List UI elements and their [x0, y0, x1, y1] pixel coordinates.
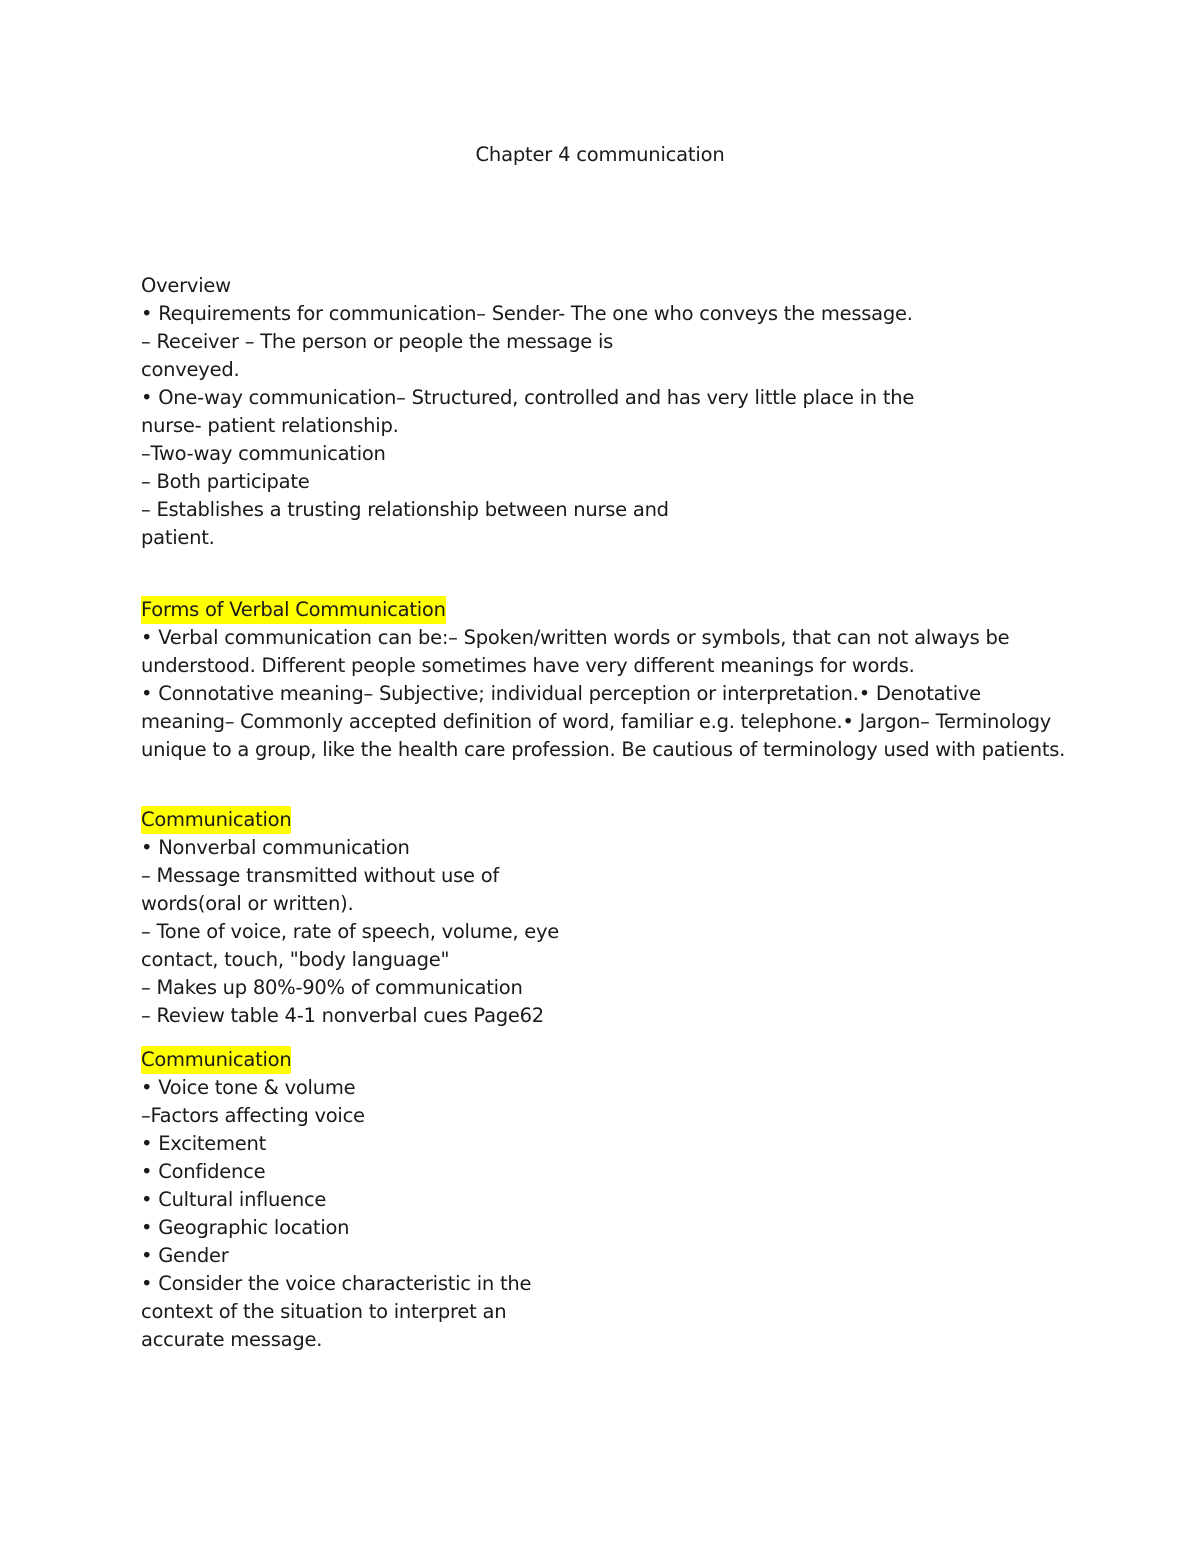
body-line: • Geographic location [141, 1216, 350, 1239]
body-line: –Two-way communication [141, 442, 386, 465]
body-line: –Factors affecting voice [141, 1104, 365, 1127]
body-line: – Tone of voice, rate of speech, volume, eye [141, 920, 560, 943]
body-line: – Establishes a trusting relationship between nurse and [141, 498, 669, 521]
section-heading [141, 806, 1081, 834]
body-line: • Verbal communication can be:– Spoken/written words or symbols, that can not always be [141, 626, 1010, 649]
body-line: • Voice tone & volume [141, 1076, 356, 1099]
body-line: unique to a group, like the health care profession. Be cautious of terminology used with patients. [141, 738, 1066, 761]
body-line: nurse- patient relationship. [141, 414, 399, 437]
body-line: context of the situation to interpret an [141, 1300, 507, 1323]
section-overview [141, 272, 1081, 552]
body-line: words(oral or written). [141, 892, 354, 915]
highlighted-heading: Communication [141, 1046, 291, 1074]
section-voice-communication [141, 1046, 1081, 1354]
body-line: – Makes up 80%-90% of communication [141, 976, 523, 999]
body-line: • Consider the voice characteristic in the [141, 1272, 532, 1295]
highlighted-heading: Forms of Verbal Communication [141, 596, 446, 624]
body-line: patient. [141, 526, 215, 549]
body-line: • Connotative meaning– Subjective; individual perception or interpretation.• Denotative [141, 682, 981, 705]
body-line: understood. Different people sometimes have very different meanings for words. [141, 654, 915, 677]
heading-text: Overview [141, 274, 231, 297]
body-line: accurate message. [141, 1328, 323, 1351]
body-line: contact, touch, "body language" [141, 948, 450, 971]
body-line: • One-way communication– Structured, controlled and has very little place in the [141, 386, 915, 409]
body-line: – Review table 4-1 nonverbal cues Page62 [141, 1004, 544, 1027]
section-verbal-communication [141, 596, 1081, 764]
body-line: • Excitement [141, 1132, 266, 1155]
body-line: • Gender [141, 1244, 229, 1267]
section-nonverbal-communication [141, 806, 1081, 1030]
body-line: • Nonverbal communication [141, 836, 410, 859]
section-heading [141, 1046, 1081, 1074]
body-line: – Both participate [141, 470, 310, 493]
body-line: – Message transmitted without use of [141, 864, 500, 887]
section-heading [141, 272, 1081, 300]
body-line: conveyed. [141, 358, 240, 381]
body-line: – Receiver – The person or people the message is [141, 330, 614, 353]
body-line: • Confidence [141, 1160, 266, 1183]
highlighted-heading: Communication [141, 806, 291, 834]
body-line: meaning– Commonly accepted definition of word, familiar e.g. telephone.• Jargon– Terminology [141, 710, 1052, 733]
body-line: • Cultural influence [141, 1188, 327, 1211]
section-heading [141, 596, 1081, 624]
document-title: Chapter 4 communication [475, 143, 725, 166]
body-line: • Requirements for communication– Sender- The one who conveys the message. [141, 302, 913, 325]
